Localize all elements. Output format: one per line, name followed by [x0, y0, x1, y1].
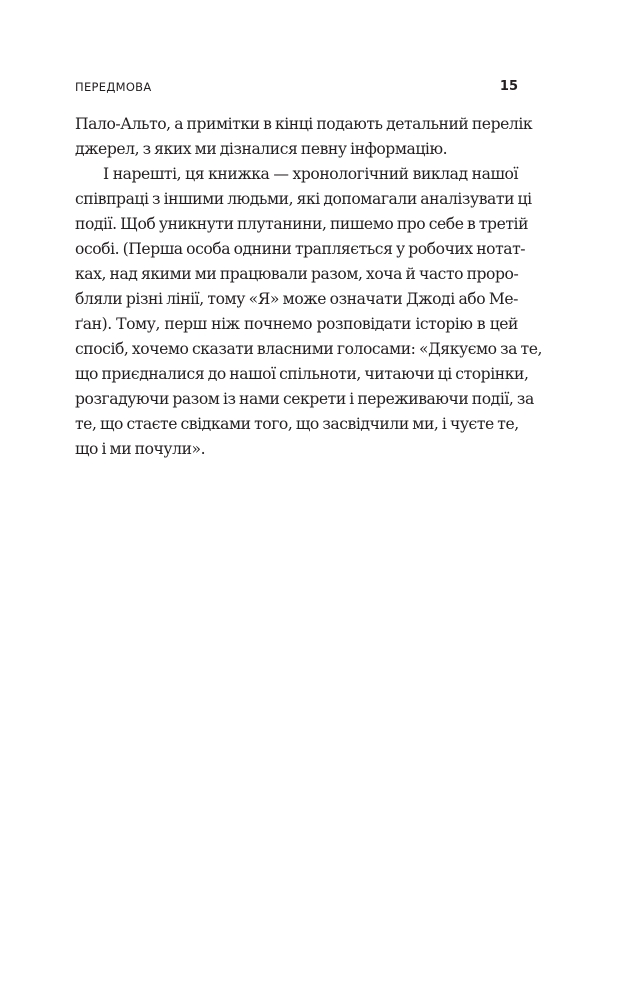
text-line: співпраці з іншими людьми, які допомагали аналізувати ці: [75, 190, 532, 208]
text-line: що і ми почули».: [75, 440, 206, 458]
text-line: спосіб, хочемо сказати власними голосами: «Дякуємо за те,: [75, 340, 542, 358]
body-text: [75, 112, 542, 462]
paragraph: [75, 162, 542, 462]
text-line: події. Щоб уникнути плутанини, пишемо про себе в третій: [75, 215, 529, 233]
text-line: особі. (Перша особа однини трапляється у робочих нотат-: [75, 240, 526, 258]
page-header: [75, 80, 518, 100]
paragraph: [75, 112, 533, 162]
text-line: джерел, з яких ми дізналися певну інформацію.: [75, 140, 448, 158]
text-line: Пало-Альто, а примітки в кінці подають детальний перелік: [75, 115, 533, 133]
text-line: те, що стаєте свідками того, що засвідчили ми, і чуєте те,: [75, 415, 519, 433]
text-line: що приєдналися до нашої спільноти, читаючи ці сторінки,: [75, 365, 529, 383]
running-title: ПЕРЕДМОВА: [75, 80, 152, 94]
text-line: І нарешті, ця книжка — хронологічний виклад нашої: [103, 165, 518, 183]
text-line: розгадуючи разом із нами секрети і переживаючи події, за: [75, 390, 534, 408]
text-line: бляли різні лінії, тому «Я» може означати Джоді або Ме-: [75, 290, 518, 308]
text-line: ґан). Тому, перш ніж почнемо розповідати історію в цей: [75, 315, 518, 333]
page-number: 15: [499, 79, 518, 94]
text-line: ках, над якими ми працювали разом, хоча й часто проро-: [75, 265, 519, 283]
